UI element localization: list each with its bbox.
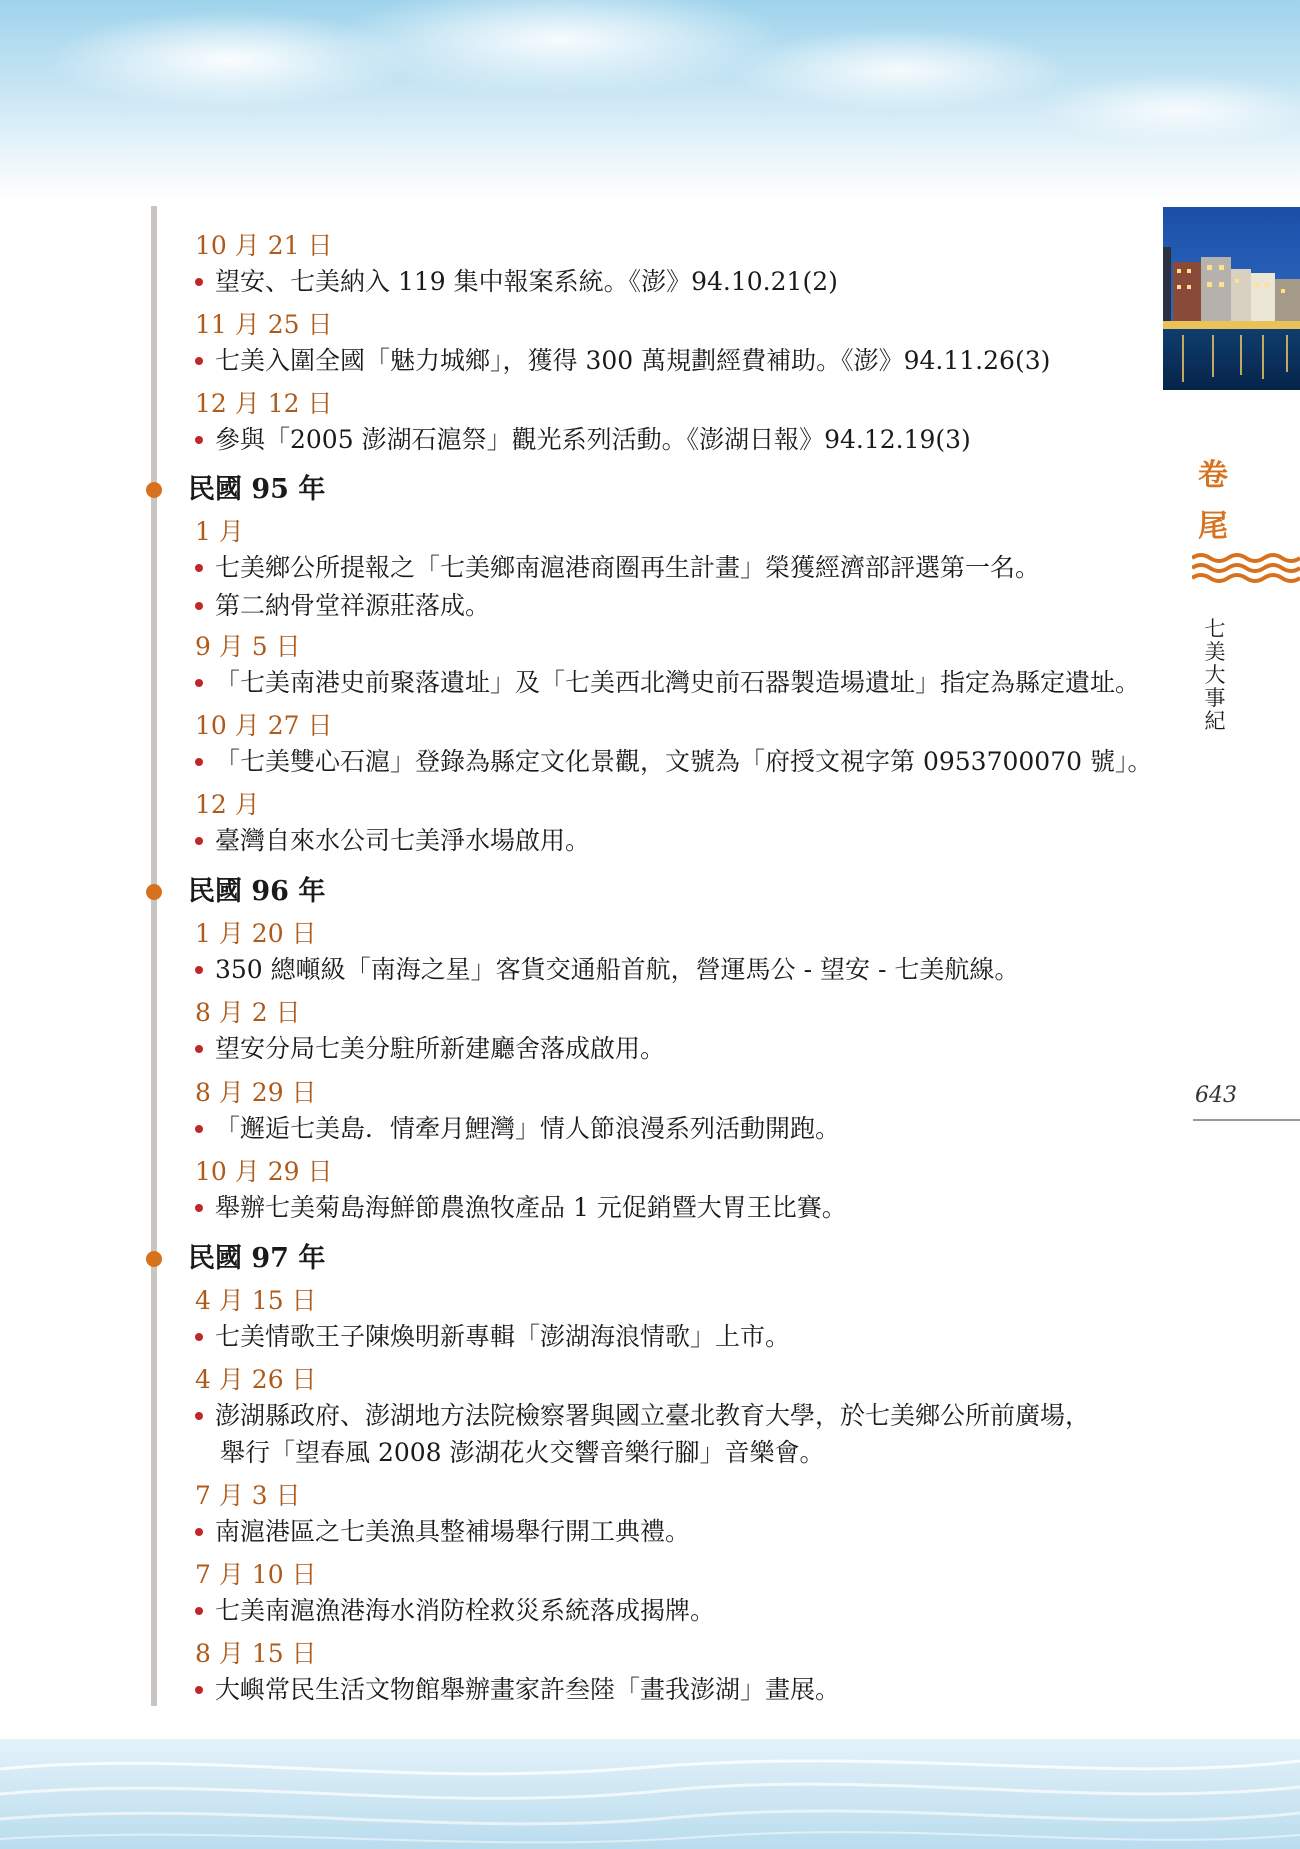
entry-item: 350 總噸級「南海之星」客貨交通船首航，營運馬公 - 望安 - 七美航線。	[195, 951, 1019, 989]
entry-item: 舉辦七美菊島海鮮節農漁牧產品 1 元促銷暨大胃王比賽。	[195, 1189, 847, 1227]
bullet-icon	[195, 1607, 203, 1615]
bullet-icon	[195, 1045, 203, 1053]
timeline-rail	[151, 206, 157, 1706]
bullet-icon	[195, 1412, 203, 1420]
entry-item: 大嶼常民生活文物館舉辦畫家許叁陸「畫我澎湖」畫展。	[195, 1671, 840, 1709]
entry-date: 11 月 25 日	[195, 310, 333, 339]
bullet-icon	[195, 357, 203, 365]
section-title-char: 卷	[1198, 458, 1228, 493]
bullet-icon	[195, 758, 203, 766]
entry-date: 1 月 20 日	[195, 919, 317, 948]
page-number: 643	[1195, 1083, 1237, 1108]
entry-item-continuation: 舉行「望春風 2008 澎湖花火交響音樂行腳」音樂會。	[220, 1438, 825, 1467]
year-heading: 民國 95 年	[188, 474, 326, 505]
entry-date: 12 月	[195, 790, 260, 819]
bullet-icon	[195, 1204, 203, 1212]
entry-item: 望安分局七美分駐所新建廳舍落成啟用。	[195, 1030, 665, 1068]
bullet-icon	[195, 837, 203, 845]
bullet-icon	[195, 278, 203, 286]
bullet-icon	[195, 564, 203, 572]
entry-date: 10 月 29 日	[195, 1157, 333, 1186]
entry-item: 七美南滬漁港海水消防栓救災系統落成揭牌。	[195, 1592, 715, 1630]
entry-date: 4 月 26 日	[195, 1365, 317, 1394]
entry-date: 7 月 10 日	[195, 1560, 317, 1589]
year-marker-dot	[146, 482, 162, 498]
entry-date: 8 月 29 日	[195, 1078, 317, 1107]
entry-item: 參與「2005 澎湖石滬祭」觀光系列活動。《澎湖日報》94.12.19(3)	[195, 421, 971, 459]
wave-ornament-icon	[1192, 552, 1300, 586]
section-title-char: 尾	[1198, 509, 1228, 544]
year-heading: 民國 97 年	[188, 1243, 326, 1274]
bullet-icon	[195, 1686, 203, 1694]
entry-item: 臺灣自來水公司七美淨水場啟用。	[195, 822, 590, 860]
entry-date: 1 月	[195, 517, 244, 546]
entry-date: 7 月 3 日	[195, 1481, 301, 1510]
entry-date: 12 月 12 日	[195, 389, 333, 418]
year-marker-dot	[146, 1251, 162, 1267]
chapter-title-vertical: 七美大事紀	[1204, 617, 1226, 733]
entry-item: 七美入圍全國「魅力城鄉」，獲得 300 萬規劃經費補助。《澎》94.11.26(3)	[195, 342, 1050, 380]
entry-date: 4 月 15 日	[195, 1286, 317, 1315]
entry-date: 10 月 21 日	[195, 231, 333, 260]
harbor-photo	[1163, 207, 1300, 390]
entry-item: 第二納骨堂祥源莊落成。	[195, 587, 490, 625]
entry-item: 七美鄉公所提報之「七美鄉南滬港商圈再生計畫」榮獲經濟部評選第一名。	[195, 549, 1040, 587]
bullet-icon	[195, 1528, 203, 1536]
year-marker-dot	[146, 884, 162, 900]
entry-item: 望安、七美納入 119 集中報案系統。《澎》94.10.21(2)	[195, 263, 838, 301]
page-number-rule	[1193, 1119, 1300, 1121]
entry-item: 「邂逅七美島．情牽月鯉灣」情人節浪漫系列活動開跑。	[195, 1110, 840, 1148]
bullet-icon	[195, 1125, 203, 1133]
entry-date: 8 月 2 日	[195, 998, 301, 1027]
entry-item: 「七美雙心石滬」登錄為縣定文化景觀，文號為「府授文視字第 0953700070 號」。	[195, 743, 1152, 781]
entry-date: 9 月 5 日	[195, 632, 301, 661]
entry-item: 七美情歌王子陳煥明新專輯「澎湖海浪情歌」上市。	[195, 1318, 790, 1356]
entry-date: 10 月 27 日	[195, 711, 333, 740]
bullet-icon	[195, 436, 203, 444]
sky-header-background	[0, 0, 1300, 200]
wave-footer-decoration	[0, 1739, 1300, 1849]
bullet-icon	[195, 679, 203, 687]
entry-item: 「七美南港史前聚落遺址」及「七美西北灣史前石器製造場遺址」指定為縣定遺址。	[195, 664, 1140, 702]
bullet-icon	[195, 1333, 203, 1341]
entry-item: 南滬港區之七美漁具整補場舉行開工典禮。	[195, 1513, 690, 1551]
entry-item: 澎湖縣政府、澎湖地方法院檢察署與國立臺北教育大學，於七美鄉公所前廣場，	[195, 1397, 1090, 1435]
bullet-icon	[195, 602, 203, 610]
year-heading: 民國 96 年	[188, 876, 326, 907]
entry-date: 8 月 15 日	[195, 1639, 317, 1668]
bullet-icon	[195, 966, 203, 974]
